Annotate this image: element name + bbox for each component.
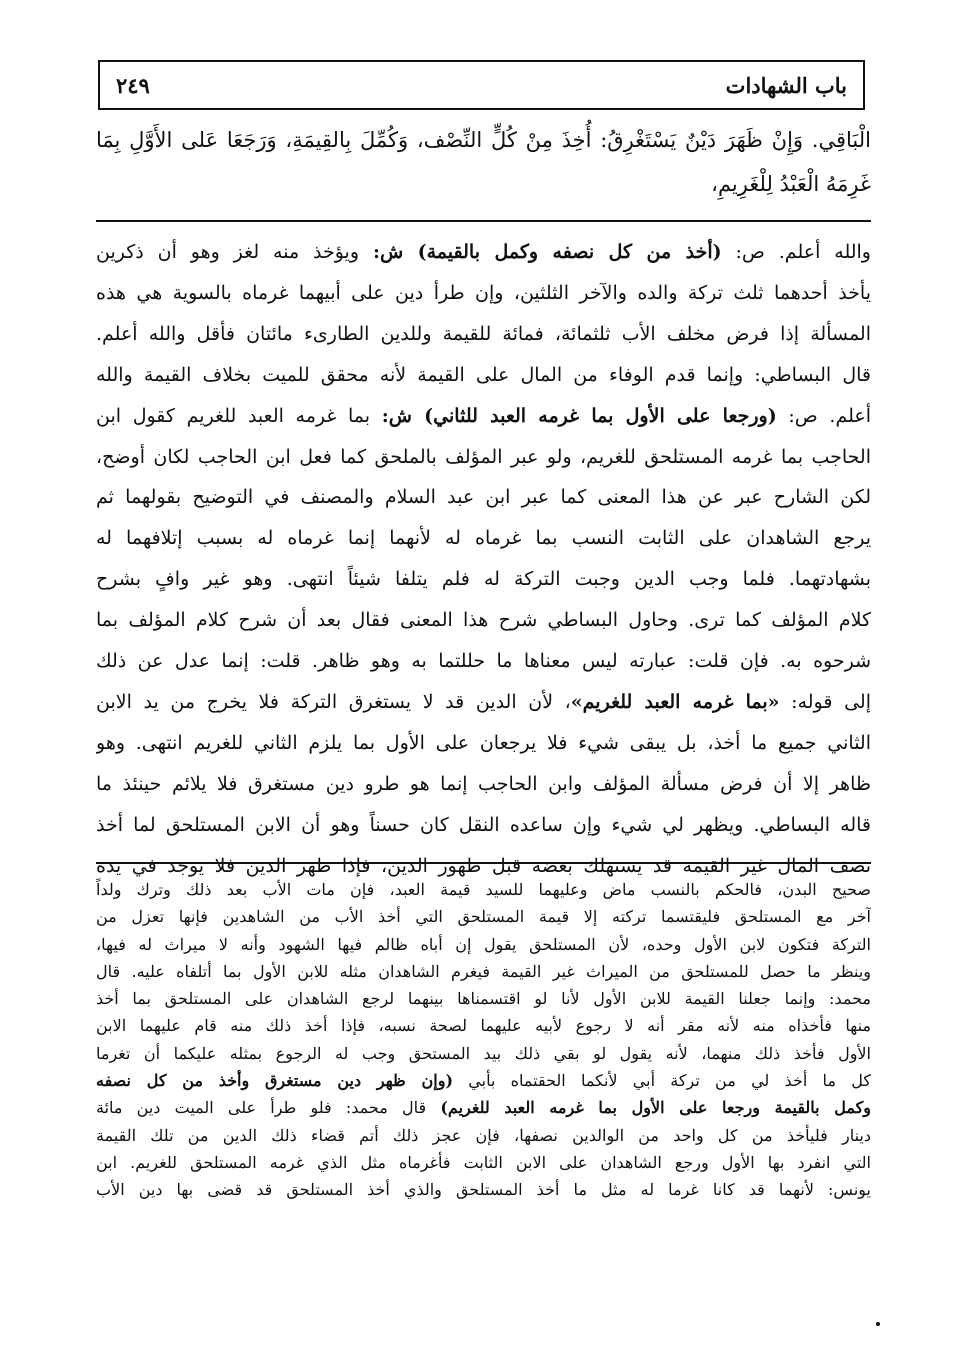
main-text <box>96 118 871 206</box>
commentary-line: يأخذ أحدهما ثلث تركة والده والآخر الثلثين، وإن طرأ دين على أبيهما غرماه بالسوية هي هذه <box>96 281 871 304</box>
commentary-line: أعلم. ص: (ورجعا على الأول بما غرمه العبد للثاني) ش: بما غرمه العبد للغريم كقول ابن <box>96 404 871 427</box>
footnote-line: الأول فأخذ ذلك منهما، لأنه يقول لو بقي ذلك بيد المستحق وجب له الرجوع بمثله عليكما أن تغرما <box>96 1043 871 1063</box>
page-number: ٢٤٩ <box>116 72 150 98</box>
commentary-line: نصف المال غير القيمة قد يستهلك بعضه قبل ظهور الدين، فإذا ظهر الدين فلا يوجد في يده <box>96 854 871 877</box>
commentary-line: بشهادتهما. فلما وجب الدين وجبت التركة له فلم يتلفا شيئاً انتهى. وهو غير وافٍ بشرح <box>96 568 871 591</box>
commentary-line: والله أعلم. ص: (أخذ من كل نصفه وكمل بالقيمة) ش: ويؤخذ منه لغز وهو أن ذكرين <box>96 241 871 263</box>
commentary-line: المسألة إذا فرض مخلف الأب ثلثمائة، فمائة للقيمة وللدين الطارىء مائتان فأقل والله أعلم. <box>96 322 871 345</box>
footnote-line: صحيح البدن، فالحكم بالنسب ماض وعليهما للسيد قيمة العبد، فإن مات الأب بعد ذلك وترك ولداً <box>96 880 871 899</box>
commentary-line: شرحوه به. فإن قلت: عبارته ليس معناها ما حللتما به وهو ظاهر. قلت: إنما عدل عن ذلك <box>96 650 871 673</box>
commentary-line: قال البساطي: وإنما قدم الوفاء من المال على القيمة لأنه محقق للميت بخلاف القيمة والله <box>96 363 871 386</box>
commentary-line: كلام المؤلف كما ترى. وحاول البساطي شرح هذا المعنى فقال بعد أن شرح كلام المؤلف بما <box>96 609 871 632</box>
commentary-line: الثاني جميع ما أخذ، بل يبقى شيء فلا يرجعان على الأول بما يلزم الثاني للغريم انتهى. وهو <box>96 731 871 754</box>
footnote-divider <box>96 862 871 864</box>
main-text-line: غَرِمَهُ الْعَبْدُ لِلْغَرِيمِ، <box>711 172 871 196</box>
footnote-line: يونس: لأنهما قد كانا غرما له مثل ما أخذ المستلحق والذي أخذ المستلحق قد قضى بها دين الأب <box>96 1180 871 1200</box>
commentary-line: لكن الشارح عبر عن هذا المعنى كما عبر ابن عبد السلام والمصنف في التوضيح بقولهما ثم <box>96 486 871 509</box>
page-mark <box>876 1322 880 1326</box>
commentary-line: الحاجب بما غرمه المستلحق للغريم، ولو عبر المؤلف بالملحق كما فعل ابن الحاجب لكان أوضح، <box>96 445 871 468</box>
footnote-line: دينار فليأخذ من كل واحد من الوالدين نصفها، فإن عجز ذلك أتم قضاء ذلك الدين من تلك القيمة <box>96 1125 871 1145</box>
footnote-line: محمد: وإنما جعلنا القيمة للابن الأول لأنا لو اقتسمناها بينهما لرجع الشاهدان على المستلحق بما أخذ <box>96 989 871 1009</box>
footnote-line: وينظر ما حصل للمستلحق من الميراث غير القيمة فيغرم الشاهدان مثله للابن الأول بما أتلفاه عليه. قال <box>96 961 871 981</box>
commentary-line: قاله البساطي. ويظهر لي شيء وإن ساعده النقل كان حسناً وهو أن الابن المستلحق لما أخذ <box>96 813 871 836</box>
page-header <box>98 60 865 110</box>
footnote-line: آخر مع المستلحق فليقتسما تركته إلا قيمة المستلحق التي أخذ الأب من الشاهدين فإنها تعزل من <box>96 907 871 927</box>
commentary-line: يرجع الشاهدان على الثابت النسب بما غرماه له لأنهما إنما غرماه له بسبب إتلافهما له <box>96 527 871 550</box>
footnote-line: التركة فتكون لابن الأول وحده، لأن المستلحق يقول إن أباه ظالم فيها الشهود وأنه لا ميراث له فيها، <box>96 934 871 954</box>
commentary-line: إلى قوله: «بما غرمه العبد للغريم»، لأن الدين قد لا يستغرق التركة فلا يخرج من يد الابن <box>96 690 871 713</box>
commentary-line: ظاهر إلا أن فرض مسألة المؤلف وابن الحاجب إنما هو طرو دين مستغرق فلا يلائم حينئذ ما <box>96 772 871 795</box>
chapter-title: باب الشهادات <box>725 72 847 98</box>
footnote-text <box>96 876 871 1204</box>
divider-rule <box>96 220 871 222</box>
footnote-line: منها فأخذاه منه لأنه مقر أنه لا رجوع لأبيه عليهما لصحة نسبه، فإذا أخذ ذلك منه قام عليهما الابن <box>96 1016 871 1036</box>
commentary-text <box>96 232 871 887</box>
footnote-line: التي انفرد بها الأول ورجع الشاهدان على الابن الثابت فأغرماه مثل الذي غرمه المستلحق للغريم. ابن <box>96 1152 871 1172</box>
footnote-line: وكمل بالقيمة ورجعا على الأول بما غرمه العبد للغريم) قال محمد: فلو طرأ على الميت دين مائة <box>96 1098 871 1118</box>
main-text-line: الْبَاقِي. وَإِنْ ظَهَرَ دَيْنٌ يَسْتَغْرِقُ: أُخِذَ مِنْ كُلٍّ النِّصْف، وَكُمِّلَ بِالقِيمَةِ، وَرَجَعَا عَلى الأَوَّلِ بِمَا <box>96 128 871 152</box>
footnote-line: كل ما أخذ لي من تركة أبي لأنكما الحقتماه بأبي (وإن ظهر دين مستغرق وأخذ من كل نصفه <box>96 1071 871 1091</box>
